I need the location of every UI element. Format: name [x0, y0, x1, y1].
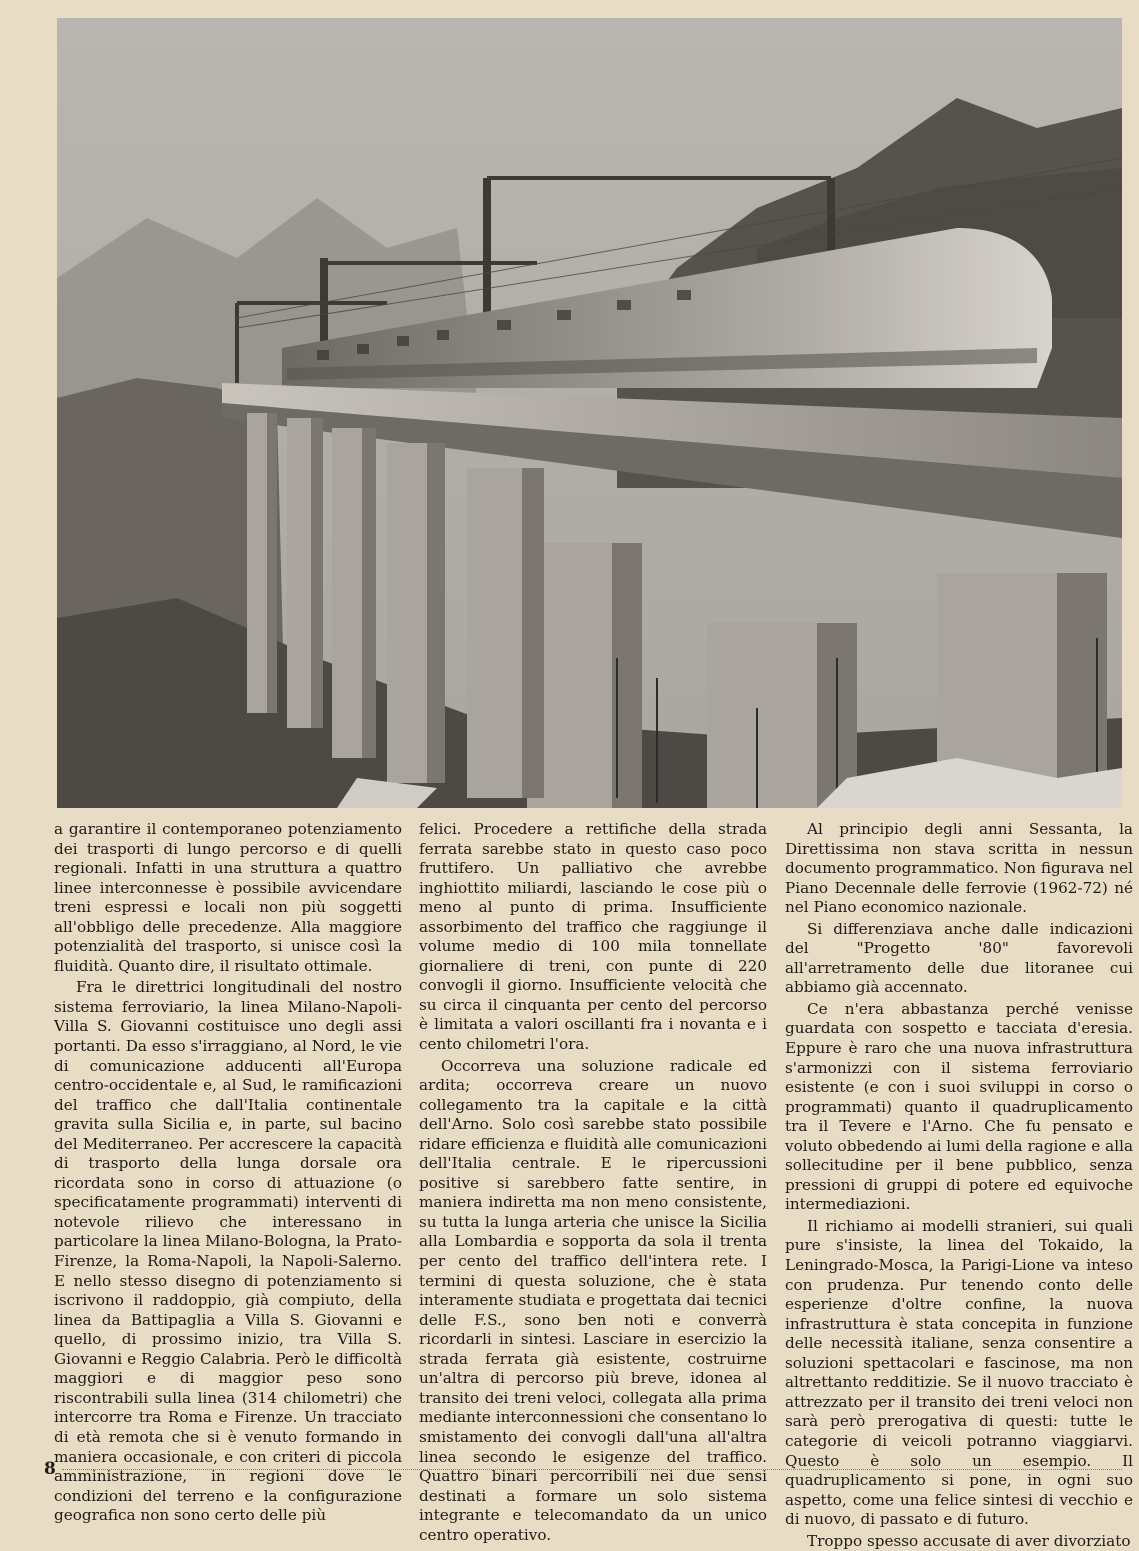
- paragraph: Troppo spesso accusate di aver divorziato: [807, 1531, 1131, 1550]
- article-body: [44, 820, 1133, 1550]
- paragraph: felici. Procedere a rettifiche della strada ferrata sarebbe stato in questo caso poco fruttifero. Un palliativo che avrebbe inghiottito miliardi, lasciando le cose più o meno al punto di prima. Insufficiente assorbimento del traffico che raggiunge il volume medio di 100 mila tonnellate giornaliere di treni, con punte di 220 convogli il giorno. Insufficiente velocità che su circa il cinquanta per cento del percorso è limitata a valori oscillanti fra i novanta e i cento chilometri l'ora.: [419, 820, 767, 1054]
- paragraph: Il richiamo ai modelli stranieri, sui quali pure s'insiste, la linea del Tokaido, la Leningrado-Mosca, la Parigi-Lione va inteso con prudenza. Pur tenendo conto delle esperienze d'oltre confine, la nuova infrastruttura è stata concepita in funzione delle necessità italiane, senza consentire a soluzioni spettacolari e fascinose, ma non altrettanto redditizie. Se il nuovo tracciato è attrezzato per il transito dei treni veloci non sarà però prerogativa di questi: tutte le categorie di veicoli potranno viaggiarvi. Questo è solo un esempio. Il quadruplicamento si pone, in ogni suo aspetto, come una felice sintesi di vecchio e di nuovo, di passato e di futuro.: [785, 1216, 1133, 1529]
- paragraph: Occorreva una soluzione radicale ed ardita; occorreva creare un nuovo collegamento tra la capitale e la città dell'Arno. Solo così sarebbe stato possibile ridare efficienza e fluidità alle comunicazioni dell'Italia centrale. E le ripercussioni positive si sarebbero fatte sentire, in maniera indiretta ma non meno consistente, su tutta la lunga arteria che unisce la Sicilia alla Lombardia e sopporta da sola il trenta per cento del traffico dell'intera rete. I termini di questa soluzione, che è stata interamente studiata e progettata dai tecnici delle F.S., sono ben noti e converrà ricordarli in sintesi. Lasciare in esercizio la strada ferrata già esistente, costruirne un'altra di percorso più breve, idonea al transito dei treni veloci, collegata alla prima mediante interconnessioni che consentano lo smistamento dei convogli dall'una all'altra linea secondo le esigenze del traffico. Quattro binari percorribili nei due sensi destinati a formare un solo sistema integrante e telecomandato da un unico centro operativo.: [419, 1056, 767, 1544]
- paragraph: Ce n'era abbastanza perché venisse guardata con sospetto e tacciata d'eresia. Eppure è raro che una nuova infrastruttura s'armonizzi con il sistema ferroviario esistente (e con i suoi sviluppi in corso o programmati) quanto il quadruplicamento tra il Tevere e l'Arno. Che fu pensato e voluto obbedendo ai lumi della ragione e alla sollecitudine per il bene pubblico, senza pressioni di gruppi di potere ed equivoche intermediazioni.: [785, 999, 1133, 1214]
- page-number: 8: [44, 1459, 56, 1479]
- photo-illustration: [57, 18, 1122, 808]
- article-column-2: [419, 820, 767, 1545]
- paragraph: Fra le direttrici longitudinali del nostro sistema ferroviario, la linea Milano-Napoli-Villa S. Giovanni costituisce uno degli assi portanti. Da esso s'irraggiano, al Nord, le vie di comunicazione adducenti all'Europa centro-occidentale e, al Sud, le ramificazioni del traffico che dall'Italia continentale gravita sulla Sicilia e, in parte, sul bacino del Mediterraneo. Per accrescere la capacità di trasporto della lunga dorsale ora ricordata sono in corso di attuazione (o specificatamente programmati) interventi di notevole rilievo che interessano in particolare la linea Milano-Bologna, la Prato-Firenze, la Roma-Napoli, la Napoli-Salerno. E nello stesso disegno di potenziamento si iscrivono il raddoppio, già compiuto, della linea da Battipaglia a Villa S. Giovanni e quello, di prossimo inizio, tra Villa S. Giovanni e Reggio Calabria. Però le difficoltà maggiori e di maggior peso sono riscontrabili sulla linea (314 chilometri) che intercorre tra Roma e Firenze. Un tracciato di età remota che si è venuto formando in maniera occasionale, e con criteri di piccola amministrazione, in regioni dove le condizioni del terreno e la configurazione geografica non sono certo delle più: [54, 978, 402, 1525]
- paragraph: Al principio degli anni Sessanta, la Direttissima non stava scritta in nessun documento programmatico. Non figurava nel Piano Decennale delle ferrovie (1962-72) né nel Piano economico nazionale.: [785, 820, 1133, 917]
- paragraph: Si differenziava anche dalle indicazioni del "Progetto '80" favorevoli all'arretramento delle due litoranee cui abbiamo già accennato.: [785, 919, 1133, 997]
- footer-divider: [62, 1469, 1122, 1470]
- paragraph: a garantire il contemporaneo potenziamento dei trasporti di lungo percorso e di quelli regionali. Infatti in una struttura a quattro linee interconnesse è possibile avvicendare treni espressi e locali non più soggetti all'obbligo delle precedenze. Alla maggiore potenzialità del trasporto, si unisce così la fluidità. Quanto dire, il risultato ottimale.: [54, 820, 402, 975]
- train-viaduct-photo: [57, 18, 1122, 808]
- article-column-3: [785, 820, 1133, 1551]
- article-column-1: [54, 820, 402, 1526]
